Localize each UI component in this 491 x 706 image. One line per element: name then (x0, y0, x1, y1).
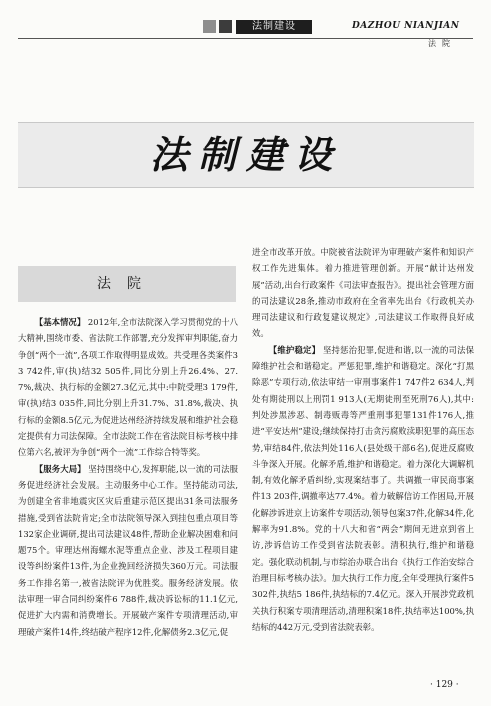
header-rule (18, 38, 473, 39)
header-sub-label: 法院 (428, 39, 456, 48)
page-number: · 129 · (430, 680, 459, 690)
paragraph-continued (252, 244, 474, 342)
lead-basic-info: 【基本情况】 (34, 317, 86, 327)
header-dark-square (219, 20, 232, 33)
section-heading: 法院 (18, 266, 236, 302)
left-column (18, 314, 238, 640)
body-serve-overall: 坚持围绕中心,发挥职能,以一流的司法服务促进经济社会发展。主动服务中心工作。坚持能动司法,为创建全省非地震灾区灾后重建示范区提出31条司法服务措施,受到省法院肯定;全市法院领导深入到挂包重点项目等132家企业调研,提出司法建议48件,帮助企业解决困难和问题75个。审理达州海螺水泥等重点企业、涉及工程项目建设等纠纷案件13件,为企业挽回经济损失360万元。司法服务工作排名第一,被省法院评为优胜奖。服务经济发展。依法审理一审合同纠纷案件6 788件,裁决诉讼标的11.1亿元,促进扩大内需和消费增长。开展破产案件专项清理活动,审理破产案件14件,终结破产程序12件,化解债务2.3亿元,促 (18, 463, 238, 637)
journal-title: DAZHOU NIANJIAN (352, 21, 460, 31)
chapter-title: 法制建设 (149, 133, 342, 177)
body-continued: 进全市改革开放。中院被省法院评为审理破产案件和知识产权工作先进集体。着力推进管理创新。开展“献计达州发展”活动,出台行政案件《司法审查报告》。提出社会管理方面的司法建议28条,推动市政府在全省率先出台《行政机关办理司法建议和行政复建议规定》,司法建议工作取得良好成效。 (252, 247, 474, 339)
lead-serve-overall: 【服务大局】 (34, 463, 86, 474)
chapter-banner (18, 122, 474, 188)
paragraph-basic-info (18, 314, 238, 461)
lead-maintain-stability: 【维护稳定】 (268, 344, 321, 355)
body-basic-info: 2012年,全市法院深入学习贯彻党的十八大精神,围绕市委、省法院工作部署,充分发挥审判职能,奋力争创“两个一流”,各项工作取得明显成效。共受理各类案件33 742件,审(执)结32 505件,同比分别上升26.4%、27.7%,裁决、执行标的金额27.3亿元,其中:中院受理3 179件,审(执)结3 035件,同比分别上升31.7%、31.8%,裁决、执行标的金额8.5亿元,为促进达州经济持续发展和维护社会稳定提供有力司法保障。全市法院工作在省法院目标考核中排位第六名,被评为争创“两个一流”工作综合特等奖。 (18, 317, 239, 458)
body-maintain-stability: 坚持惩治犯罪,促进和谐,以一流的司法保障维护社会和谐稳定。严惩犯罪,维护和谐稳定。深化“打黑除恶”专项行动,依法审结一审刑事案件1 747件2 634人,判处有期徒刑以上刑罚1 913人(无期徒刑至死刑76人),其中:判处涉黑涉恶、制毒贩毒等严重刑事犯罪131件176人,推进“平安达州”建设;继续保持打击贪污腐败渎职犯罪的高压态势,审结84件,依法判处116人(县处级干部6名),促进反腐败斗争深入开展。化解矛盾,维护和谐稳定。着力深化大调解机制,有效化解矛盾纠纷,实现案结事了。共调撤一审民商事案件13 203件,调撤率达77.4%。着力破解信访工作困局,开展化解涉诉进京上访案件专项活动,领导包案37件,化解34件,化解率为91.8%。党的十八大和省“两会”期间无进京到省上访,涉诉信访工作受到省法院表彰。清积执行,维护和谐稳定。强化联动机制,与市综治办联合出台《执行工作治安综合治理目标考核办法》。加大执行工作力度,全年受理执行案件5 302件,执结5 186件,执结标的7.4亿元。深入开展涉党政机关执行积案专项清理活动,清理积案18件,执结率达100%,执结标的442万元,受到省法院表彰。 (252, 344, 474, 632)
right-column (252, 244, 474, 635)
header-section-label: 法制建设 (236, 20, 312, 34)
paragraph-serve-overall (18, 461, 238, 640)
header-gray-square (203, 20, 216, 33)
paragraph-maintain-stability (252, 342, 474, 635)
